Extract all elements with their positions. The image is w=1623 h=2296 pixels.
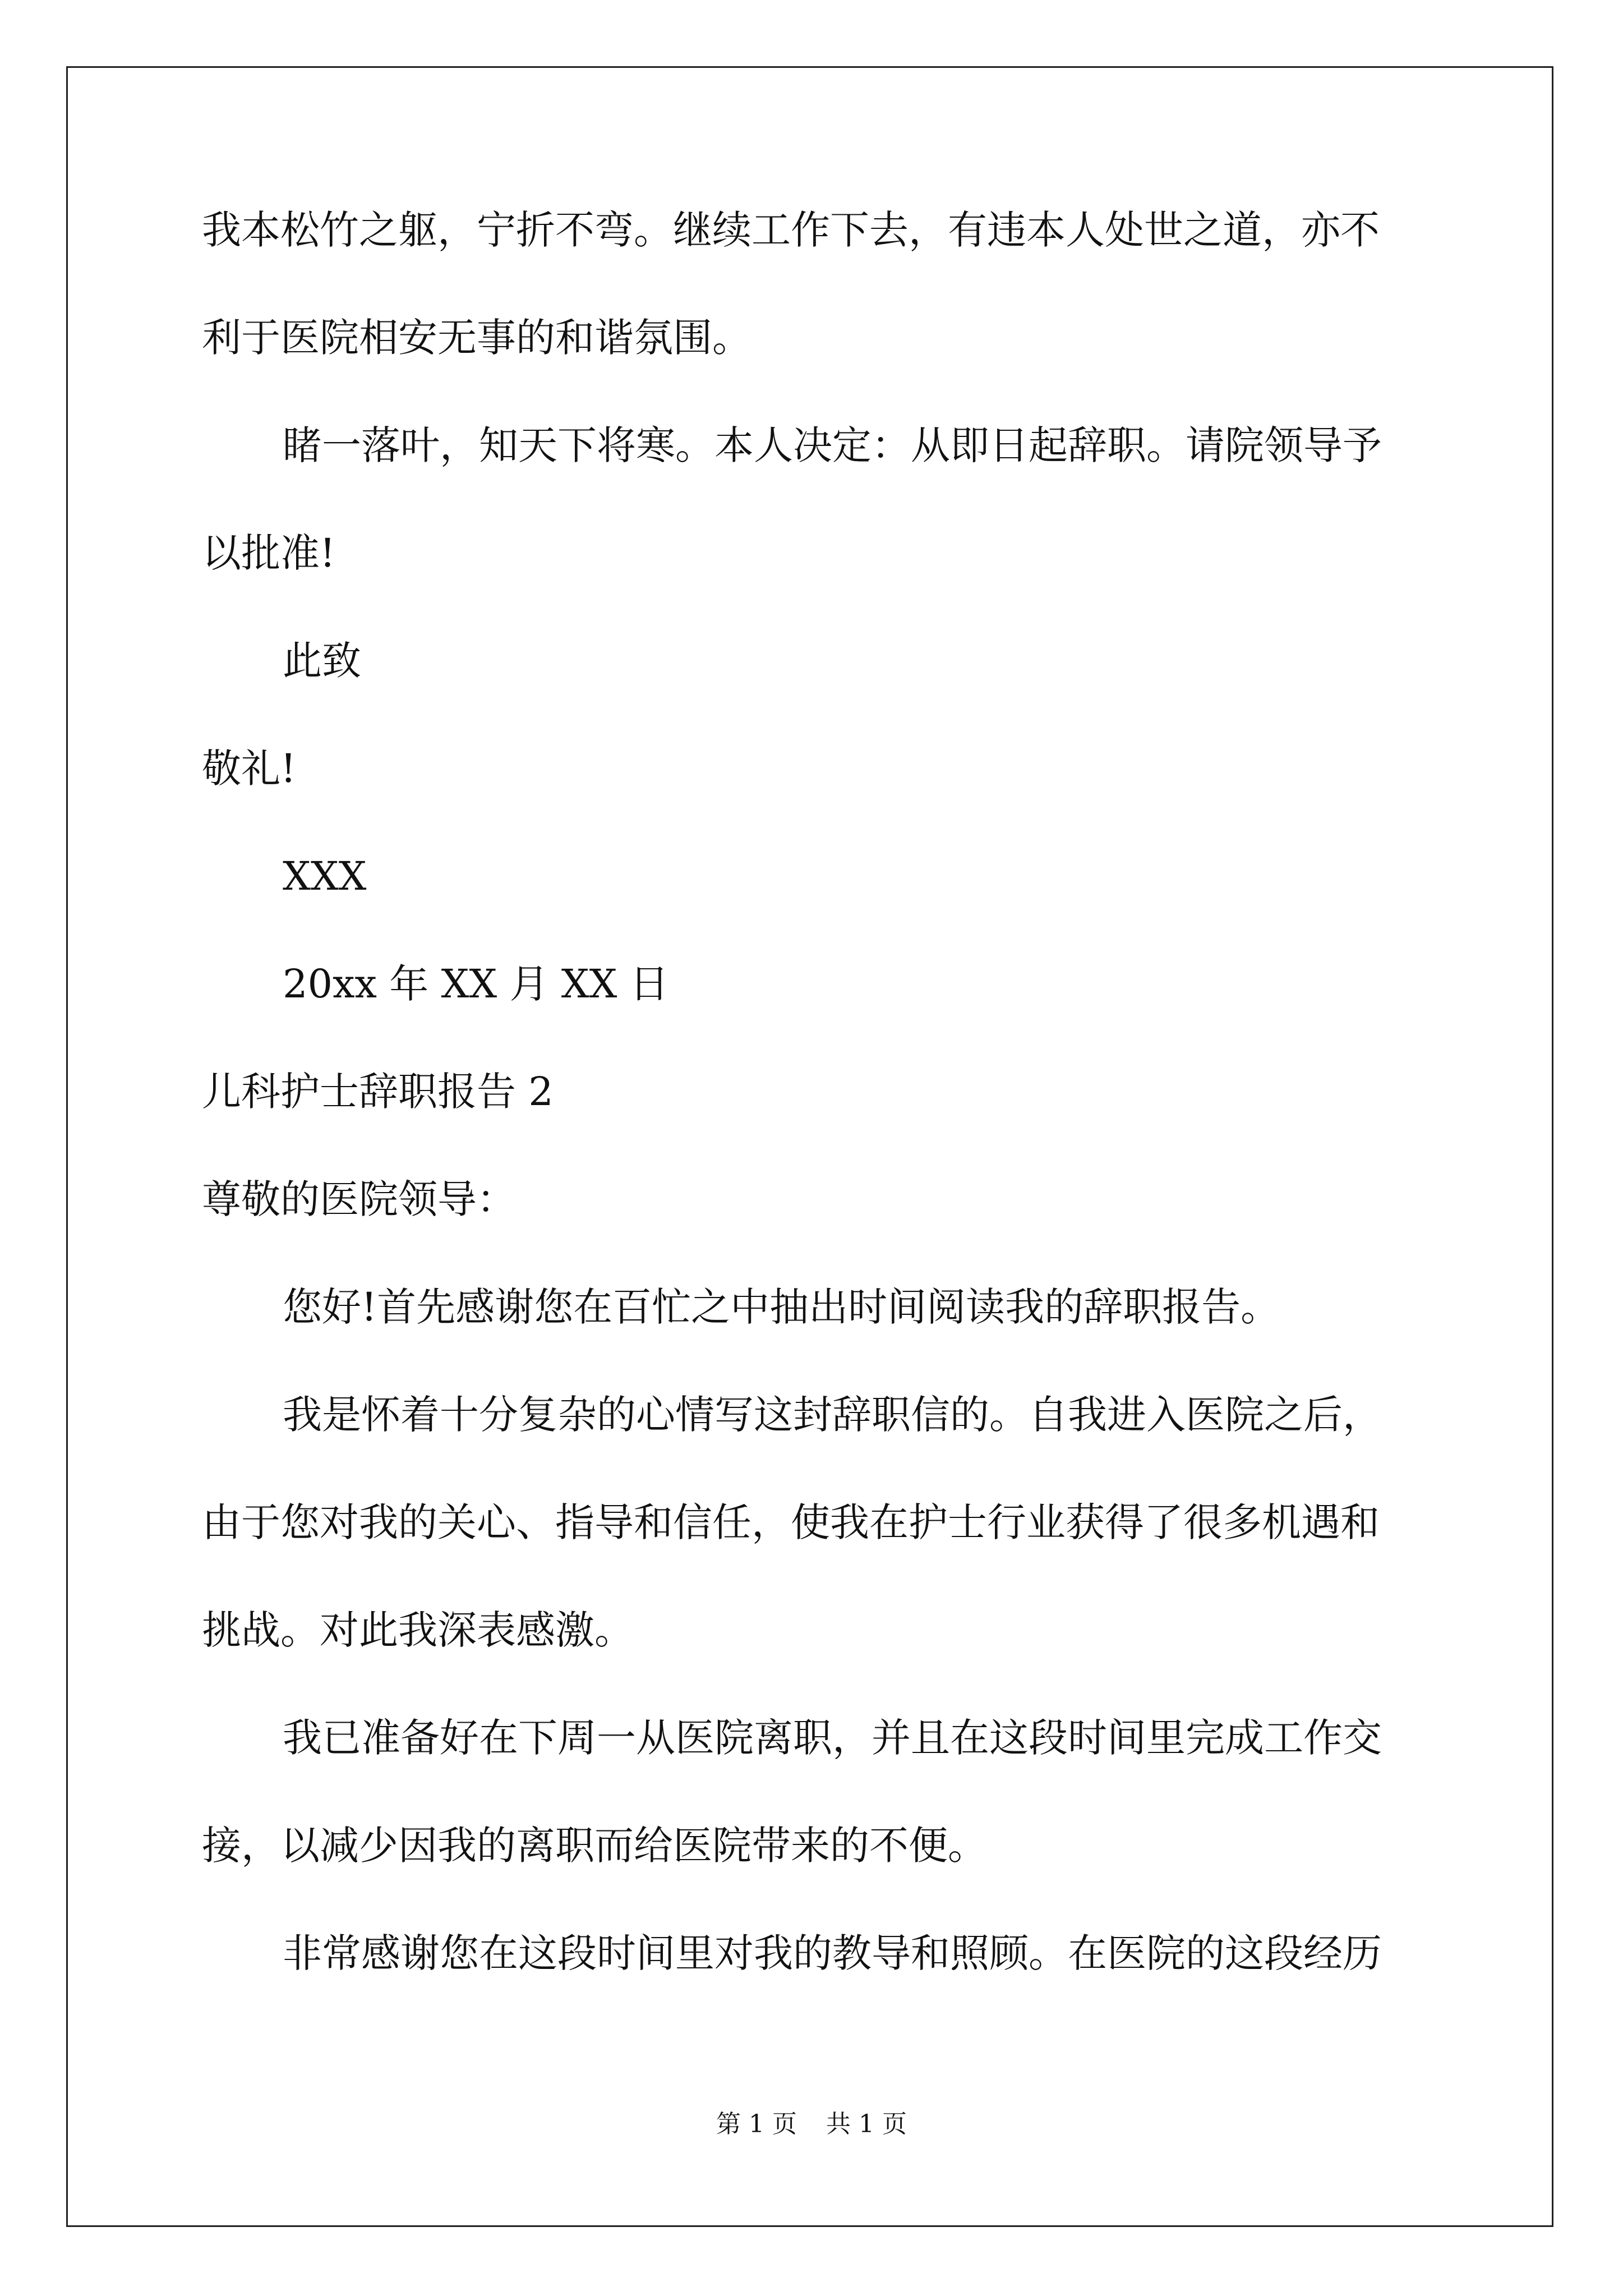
paragraph-line: 以批准! bbox=[202, 530, 336, 576]
closing-salutation: 此致 bbox=[283, 638, 361, 684]
section-heading: 儿科护士辞职报告 2 bbox=[202, 1069, 554, 1115]
paragraph-line: 接，以减少因我的离职而给医院带来的不便。 bbox=[202, 1823, 987, 1869]
signature-date: 20xx 年 XX 月 XX 日 bbox=[283, 961, 669, 1007]
paragraph-line: 利于医院相安无事的和谐氛围。 bbox=[202, 315, 751, 361]
paragraph-line: 我本松竹之躯，宁折不弯。继续工作下去，有违本人处世之道，亦不 bbox=[202, 207, 1380, 253]
page-count: 共 1 页 bbox=[826, 2110, 907, 2138]
closing-regards: 敬礼! bbox=[202, 746, 297, 792]
paragraph-line: 非常感谢您在这段时间里对我的教导和照顾。在医院的这段经历 bbox=[283, 1930, 1382, 1976]
document-body bbox=[202, 208, 1430, 2039]
signature-name: XXX bbox=[283, 853, 367, 899]
paragraph-line: 挑战。对此我深表感激。 bbox=[202, 1607, 634, 1653]
paragraph-line: 由于您对我的关心、指导和信任，使我在护士行业获得了很多机遇和 bbox=[202, 1499, 1380, 1545]
letter-greeting: 尊敬的医院领导： bbox=[202, 1176, 516, 1222]
paragraph-line: 我已准备好在下周一从医院离职，并且在这段时间里完成工作交 bbox=[283, 1715, 1382, 1761]
paragraph-line: 我是怀着十分复杂的心情写这封辞职信的。自我进入医院之后， bbox=[283, 1392, 1382, 1438]
page-footer bbox=[0, 2109, 1623, 2139]
page-number: 第 1 页 bbox=[716, 2110, 797, 2138]
paragraph-line: 您好!首先感谢您在百忙之中抽出时间阅读我的辞职报告。 bbox=[283, 1284, 1280, 1330]
paragraph-line: 睹一落叶，知天下将寒。本人决定：从即日起辞职。请院领导予 bbox=[283, 422, 1382, 468]
